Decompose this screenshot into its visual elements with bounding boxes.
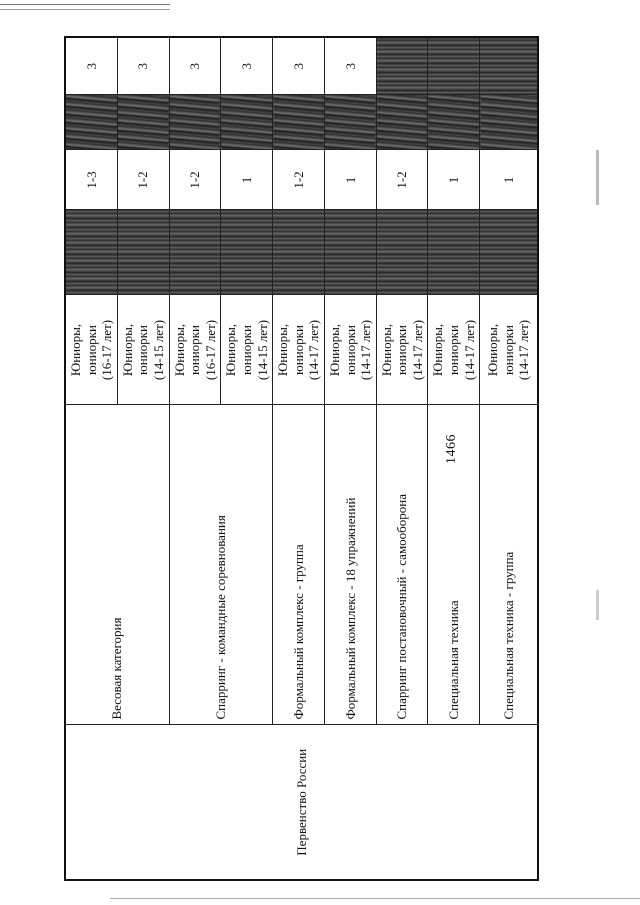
discipline-label: Специальная техника bbox=[446, 600, 462, 720]
age-cell bbox=[117, 295, 169, 405]
places-cell: 1 bbox=[428, 150, 480, 210]
discipline-cell bbox=[169, 405, 273, 725]
age-group: Юниоры, юниорки bbox=[275, 323, 306, 377]
entries-cell bbox=[480, 37, 538, 95]
places-cell: 1-2 bbox=[117, 150, 169, 210]
age-cell bbox=[480, 295, 538, 405]
page-number: 1466 bbox=[444, 434, 459, 464]
discipline-cell bbox=[273, 405, 325, 725]
top-rule bbox=[0, 4, 170, 5]
age-range: (14-17 лет) bbox=[306, 319, 322, 381]
redacted-cell bbox=[428, 95, 480, 150]
redacted-cell bbox=[428, 210, 480, 295]
age-cell bbox=[376, 295, 428, 405]
age-group: Юниоры, юниорки bbox=[171, 323, 203, 377]
discipline-label: Спарринг - командные соревнования bbox=[213, 515, 229, 720]
places-cell: 1-2 bbox=[376, 150, 428, 210]
redacted-cell bbox=[376, 95, 428, 150]
competition-table bbox=[64, 36, 539, 881]
places-cell: 1 bbox=[324, 150, 376, 210]
age-range: (14-15 лет) bbox=[150, 319, 166, 381]
redacted-cell bbox=[221, 95, 273, 150]
age-cell bbox=[65, 295, 117, 405]
redacted-cell bbox=[169, 210, 221, 295]
places-cell: 1-2 bbox=[273, 150, 325, 210]
age-cell bbox=[428, 295, 480, 405]
redacted-cell bbox=[273, 210, 325, 295]
age-range: (16-17 лет) bbox=[202, 319, 218, 381]
age-group: Юниоры, юниорки bbox=[223, 323, 254, 377]
entries-cell: 3 bbox=[65, 37, 117, 95]
age-range: (14-17 лет) bbox=[461, 319, 477, 381]
discipline-label: Формальный комплекс - группа bbox=[290, 544, 306, 720]
redacted-cell bbox=[324, 210, 376, 295]
places-cell: 1 bbox=[480, 150, 538, 210]
entries-cell: 3 bbox=[273, 37, 325, 95]
redacted-cell bbox=[65, 210, 117, 295]
scan-mark bbox=[596, 590, 599, 620]
scan-mark bbox=[596, 150, 599, 205]
age-group: Юниоры, юниорки bbox=[430, 323, 462, 377]
redacted-cell bbox=[117, 95, 169, 150]
event-name: Первенство России bbox=[293, 748, 309, 856]
age-range: (14-17 лет) bbox=[358, 319, 374, 381]
age-group: Юниоры, юниорки bbox=[485, 323, 516, 377]
bottom-rule bbox=[110, 898, 640, 899]
discipline-cell bbox=[480, 405, 538, 725]
discipline-label: Весовая категория bbox=[109, 617, 125, 720]
discipline-label: Специальная техника - группа bbox=[500, 551, 516, 720]
age-group: Юниоры, юниорки bbox=[119, 323, 151, 377]
discipline-cell bbox=[428, 405, 480, 725]
discipline-cell bbox=[324, 405, 376, 725]
age-cell bbox=[169, 295, 221, 405]
entries-cell: 3 bbox=[169, 37, 221, 95]
redacted-cell bbox=[273, 95, 325, 150]
places-cell: 1-2 bbox=[169, 150, 221, 210]
age-group: Юниоры, юниорки bbox=[326, 323, 358, 377]
discipline-cell bbox=[65, 405, 169, 725]
entries-cell: 3 bbox=[117, 37, 169, 95]
table-row bbox=[65, 37, 117, 880]
entries-cell: 3 bbox=[221, 37, 273, 95]
age-range: (14-15 лет) bbox=[254, 319, 270, 381]
redacted-cell bbox=[117, 210, 169, 295]
rotated-page bbox=[64, 38, 532, 881]
age-range: (14-17 лет) bbox=[409, 319, 425, 381]
entries-cell: 3 bbox=[324, 37, 376, 95]
event-cell bbox=[65, 725, 538, 880]
redacted-cell bbox=[376, 210, 428, 295]
redacted-cell bbox=[221, 210, 273, 295]
age-group: Юниоры, юниорки bbox=[68, 323, 99, 377]
redacted-cell bbox=[480, 210, 538, 295]
age-group: Юниоры, юниорки bbox=[378, 323, 410, 377]
discipline-label: Спарринг постановочный - самооборона bbox=[394, 493, 410, 720]
places-cell: 1 bbox=[221, 150, 273, 210]
places-cell: 1-3 bbox=[65, 150, 117, 210]
entries-cell bbox=[428, 37, 480, 95]
age-cell bbox=[221, 295, 273, 405]
entries-cell bbox=[376, 37, 428, 95]
age-cell bbox=[273, 295, 325, 405]
redacted-cell bbox=[324, 95, 376, 150]
top-rule-secondary bbox=[0, 9, 170, 10]
discipline-cell bbox=[376, 405, 428, 725]
age-range: (16-17 лет) bbox=[99, 319, 115, 381]
age-range: (14-17 лет) bbox=[516, 319, 532, 381]
age-cell bbox=[324, 295, 376, 405]
discipline-label: Формальный комплекс - 18 упражнений bbox=[342, 497, 358, 720]
redacted-cell bbox=[169, 95, 221, 150]
redacted-cell bbox=[65, 95, 117, 150]
redacted-cell bbox=[480, 95, 538, 150]
